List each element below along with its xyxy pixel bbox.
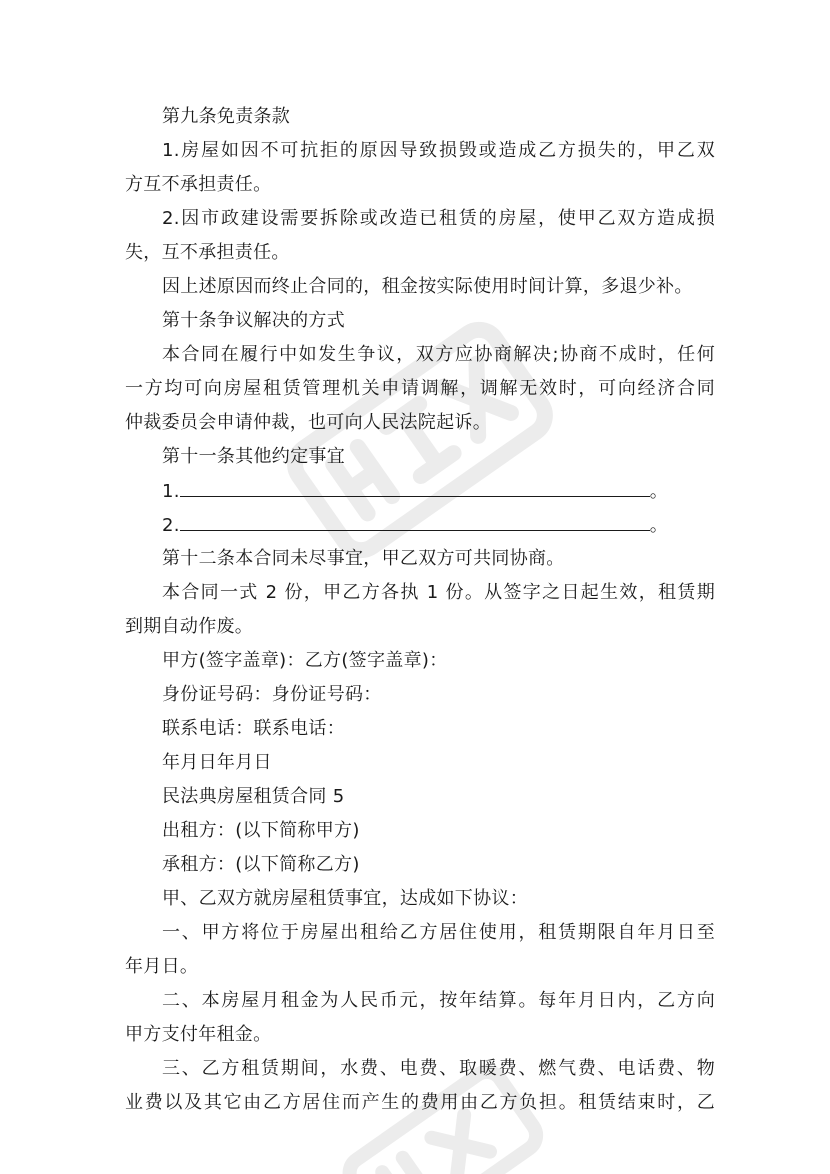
section-heading: 第十条争议解决的方式 — [162, 310, 345, 331]
paragraph-line: 二、本房屋月租金为人民币元，按年结算。每年月日内，乙方向 — [162, 990, 715, 1011]
paragraph-line: 到期自动作废。 — [125, 616, 254, 637]
paragraph-line: 一、甲方将位于房屋出租给乙方居住使用，租赁期限自年月日至 — [162, 922, 715, 943]
section-heading: 第十二条本合同未尽事宜，甲乙双方可共同协商。 — [162, 548, 565, 569]
paragraph-line: 业费以及其它由乙方居住而产生的费用由乙方负担。租赁结束时，乙 — [125, 1092, 715, 1113]
contract-title: 民法典房屋租赁合同 5 — [162, 786, 345, 807]
blank-item-suffix: 。 — [649, 515, 669, 536]
blank-item-suffix: 。 — [649, 481, 669, 502]
id-number-line: 身份证号码：身份证号码： — [162, 684, 382, 705]
blank-item-prefix: 2. — [162, 515, 180, 536]
paragraph-line: 仲裁委员会申请仲裁，也可向人民法院起诉。 — [125, 412, 491, 433]
paragraph-line: 三、乙方租赁期间，水费、电费、取暖费、燃气费、电话费、物 — [162, 1058, 715, 1079]
section-heading: 第九条免责条款 — [162, 106, 291, 127]
fill-in-blank — [180, 508, 650, 531]
lessor-line: 出租方：(以下简称甲方) — [162, 820, 360, 841]
signature-line: 甲方(签字盖章)：乙方(签字盖章)： — [162, 650, 448, 671]
date-line: 年月日年月日 — [162, 752, 272, 773]
paragraph-line: 一方均可向房屋租赁管理机关申请调解，调解无效时，可向经济合同 — [125, 378, 715, 399]
blank-item-prefix: 1. — [162, 481, 180, 502]
paragraph-line: 失，互不承担责任。 — [125, 242, 290, 263]
paragraph-line: 甲、乙双方就房屋租赁事宜，达成如下协议： — [162, 888, 528, 909]
fill-in-blank — [180, 474, 650, 497]
document-body — [125, 100, 715, 1120]
paragraph-line: 本合同一式 2 份，甲乙方各执 1 份。从签字之日起生效，租赁期 — [162, 582, 715, 603]
lessee-line: 承租方：(以下简称乙方) — [162, 854, 360, 875]
paragraph-line: 本合同在履行中如发生争议，双方应协商解决;协商不成时，任何 — [162, 344, 715, 365]
paragraph-line: 方互不承担责任。 — [125, 174, 272, 195]
paragraph-line: 1.房屋如因不可抗拒的原因导致损毁或造成乙方损失的，甲乙双 — [162, 140, 715, 161]
blank-item-1 — [125, 474, 715, 508]
phone-line: 联系电话：联系电话： — [162, 718, 345, 739]
paragraph-line: 甲方支付年租金。 — [125, 1024, 272, 1045]
blank-item-2 — [125, 508, 715, 542]
paragraph-line: 因上述原因而终止合同的，租金按实际使用时间计算，多退少补。 — [162, 276, 693, 297]
paragraph-line: 年月日。 — [125, 956, 199, 977]
section-heading: 第十一条其他约定事宜 — [162, 446, 345, 467]
paragraph-line: 2.因市政建设需要拆除或改造已租赁的房屋，使甲乙双方造成损 — [162, 208, 715, 229]
